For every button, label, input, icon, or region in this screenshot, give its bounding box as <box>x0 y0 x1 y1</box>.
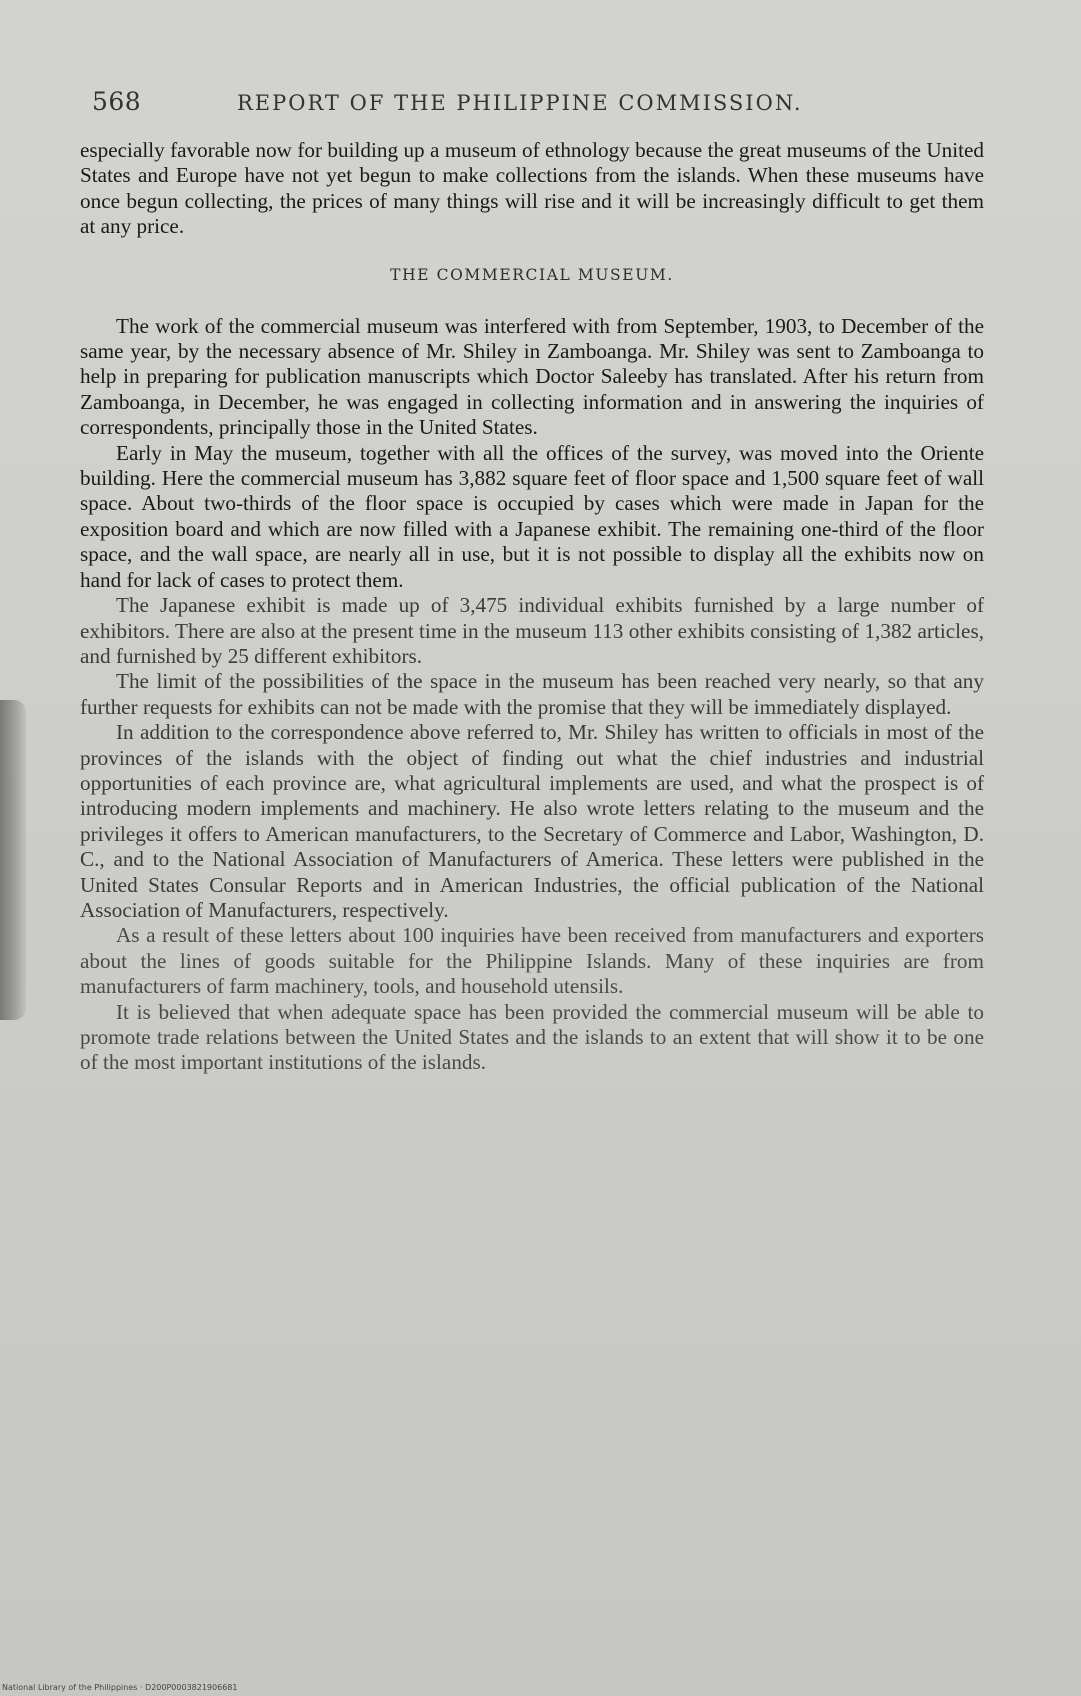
paragraph: The work of the commercial museum was interfered with from September, 1903, to December of the same year, by the necessary absence of Mr. Shiley in Zamboanga. Mr. Shiley was sent to Zamboanga to help in preparing for publication manuscripts which Doctor Saleeby has translated. After his return from Zamboanga, in December, he was engaged in collecting information and in answering the inquiries of correspondents, principally those in the United States. <box>80 313 984 440</box>
binding-edge <box>0 700 26 1020</box>
paragraph: The limit of the possibilities of the space in the museum has been reached very nearly, so that any further requests for exhibits can not be made with the promise that they will be immediately displayed. <box>80 669 984 719</box>
paragraph: Early in May the museum, together with all the offices of the survey, was moved into the Oriente building. Here the commercial museum has 3,882 square feet of floor space and 1,500 square feet of wall space. About two-thirds of the floor space is occupied by cases which were made in Japan for the exposition board and which are now filled with a Japanese exhibit. The remaining one-third of the floor space, and the wall space, are nearly all in use, but it is not possible to display all the exhibits now on hand for lack of cases to protect them. <box>80 440 984 592</box>
footer-credit: National Library of the Philippines · D200P0003821906681 <box>2 1683 238 1692</box>
running-title: REPORT OF THE PHILIPPINE COMMISSION. <box>237 91 803 115</box>
paragraph: It is believed that when adequate space has been provided the commercial museum will be able to promote trade relations between the United States and the islands to an extent that will show it to be one of the most important institutions of the islands. <box>80 999 984 1075</box>
intro-paragraph: especially favorable now for building up a museum of ethnology because the great museums of the United States and Europe have not yet begun to make collections from the islands. When these museums have once begun collecting, the prices of many things will rise and it will be increasingly difficult to get them at any price. <box>80 138 984 239</box>
page-number: 568 <box>92 87 142 116</box>
section-heading: THE COMMERCIAL MUSEUM. <box>390 265 674 284</box>
paragraph: As a result of these letters about 100 inquiries have been received from manufacturers and exporters about the lines of goods suitable for the Philippine Islands. Many of these inquiries are from manufacturers of farm machinery, tools, and household utensils. <box>80 923 984 999</box>
page-header <box>92 87 982 127</box>
paragraph: In addition to the correspondence above referred to, Mr. Shiley has written to officials in most of the provinces of the islands with the object of finding out what the chief industries and industrial opportunities of each province are, what agricultural implements are used, and what the prospect is of introducing modern implements and machinery. He also wrote letters relating to the museum and the privileges it offers to American manufacturers, to the Secretary of Commerce and Labor, Washington, D. C., and to the National Association of Manufacturers of America. These letters were published in the United States Consular Reports and in American Industries, the official publication of the National Association of Manufacturers, respectively. <box>80 720 984 922</box>
page-body <box>80 138 984 1076</box>
paragraph: The Japanese exhibit is made up of 3,475 individual exhibits furnished by a large number of exhibitors. There are also at the present time in the museum 113 other exhibits consisting of 1,382 articles, and furnished by 25 different exhibitors. <box>80 593 984 668</box>
